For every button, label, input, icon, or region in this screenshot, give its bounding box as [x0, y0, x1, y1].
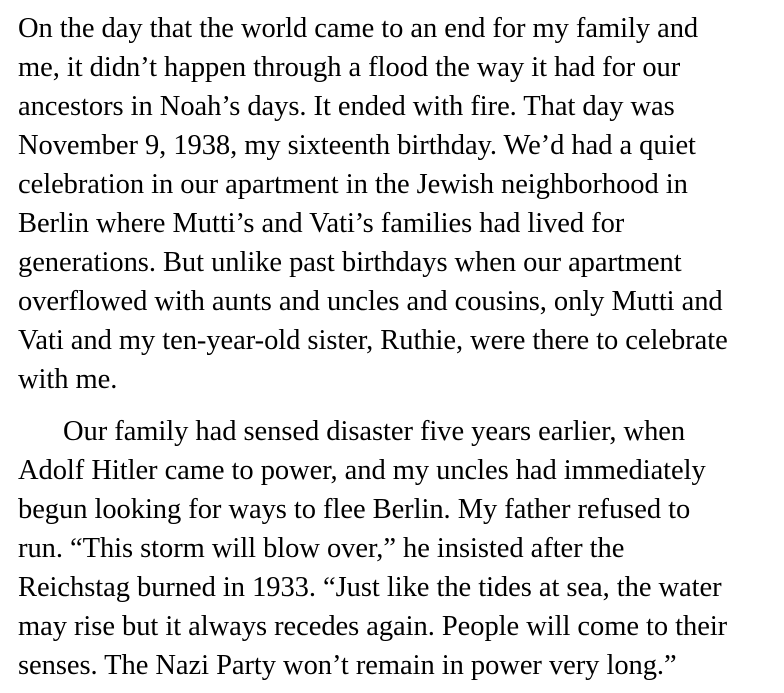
text-line-indented: Our family had sensed disaster five years earlier, when: [63, 416, 686, 447]
text-line: Adolf Hitler came to power, and my uncles had immediately: [18, 455, 706, 486]
text-line: me, it didn’t happen through a flood the way it had for our: [18, 52, 681, 83]
text-line: celebration in our apartment in the Jewish neighborhood in: [18, 169, 688, 200]
text-line: Berlin where Mutti’s and Vati’s families had lived for: [18, 208, 625, 239]
text-line: with me.: [18, 364, 118, 395]
text-line: Reichstag burned in 1933. “Just like the tides at sea, the water: [18, 572, 722, 603]
text-line: On the day that the world came to an end for my family and: [18, 13, 699, 44]
text-line: November 9, 1938, my sixteenth birthday. We’d had a quiet: [18, 130, 696, 161]
text-line: overflowed with aunts and uncles and cousins, only Mutti and: [18, 286, 723, 317]
text-line: Vati and my ten-year-old sister, Ruthie, were there to celebrate: [18, 325, 728, 356]
paragraph-spacing: [18, 399, 778, 412]
text-line: begun looking for ways to flee Berlin. My father refused to: [18, 494, 691, 525]
paragraph-2: [18, 412, 778, 685]
text-line: run. “This storm will blow over,” he insisted after the: [18, 533, 625, 564]
paragraph-1: [18, 9, 778, 399]
text-line: ancestors in Noah’s days. It ended with fire. That day was: [18, 91, 675, 122]
text-line: senses. The Nazi Party won’t remain in power very long.”: [18, 650, 677, 681]
text-line: may rise but it always recedes again. People will come to their: [18, 611, 728, 642]
document-page: [18, 9, 778, 685]
text-line: generations. But unlike past birthdays when our apartment: [18, 247, 682, 278]
